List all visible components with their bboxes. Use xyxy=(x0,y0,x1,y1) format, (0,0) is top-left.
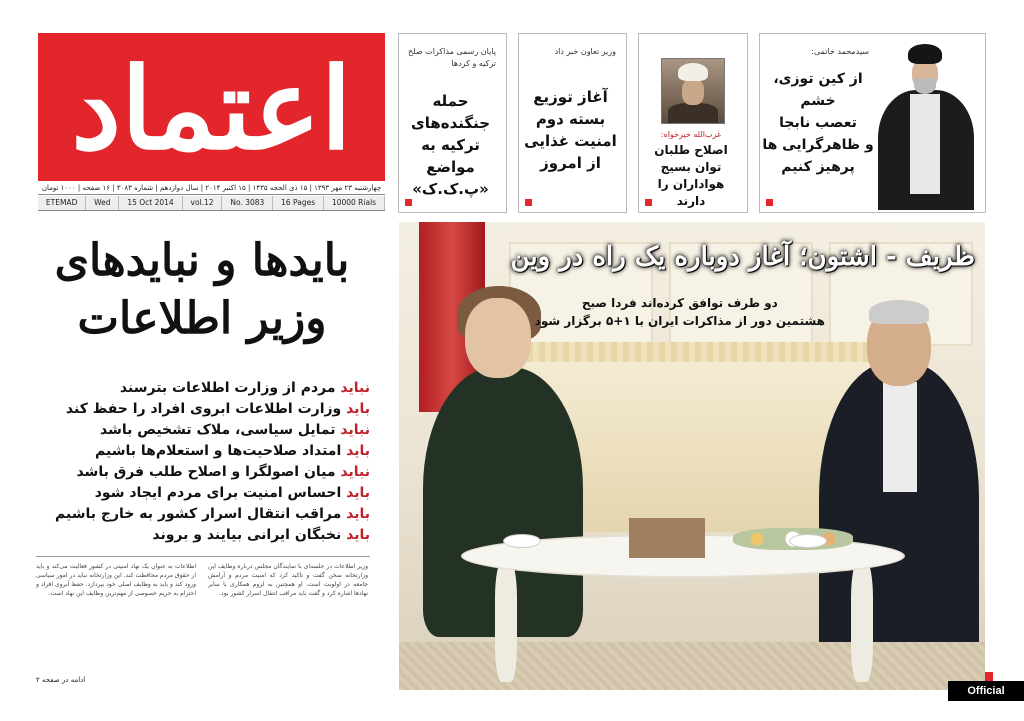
bullet-line: باید نخبگان ایرانی بیایند و بروند xyxy=(152,527,370,543)
teaser-kicker: سیدمحمد خاتمی: xyxy=(811,47,869,56)
table-leg xyxy=(495,562,517,682)
teaser-headline: از کین توزی، خشم تعصب نابجا و ظاهرگرایی ها پرهیز کنیم xyxy=(762,71,874,175)
teaser-kicker: پایان رسمی مذاکرات صلح ترکیه و کردها xyxy=(408,47,496,68)
bullet-line: باید احساس امنیت برای مردم ایجاد شود xyxy=(94,485,370,501)
bullet-line: باید مراقب انتقال اسرار کشور به خارج باشیم xyxy=(55,506,370,522)
page-ref-icon xyxy=(766,199,773,206)
carpet xyxy=(399,642,985,690)
zarif-hair xyxy=(869,300,929,324)
zarif-shirt xyxy=(883,382,917,492)
column-divider xyxy=(36,556,370,557)
khatami-photo xyxy=(870,38,985,210)
tissue-box xyxy=(629,518,705,558)
newspaper-logo: اعتماد xyxy=(71,44,352,175)
official-website-badge[interactable]: Official website xyxy=(948,681,1024,701)
latin-dateline xyxy=(38,196,385,211)
table-leg xyxy=(851,562,873,682)
teaser-headline: حمله جنگنده‌های ترکیه به مواضع «پ.ک.ک» xyxy=(410,92,491,198)
latin-price: 10000 Rials xyxy=(324,196,385,210)
bullet-line: باید امتداد صلاحیت‌ها و استعلام‌ها باشیم xyxy=(95,443,370,459)
latin-name: ETEMAD xyxy=(38,196,86,210)
teaser-turkey[interactable] xyxy=(398,33,507,213)
teaser-kicker: غرب‌الله خیرخواه: xyxy=(660,130,722,139)
continued-label[interactable]: ادامه در صفحه ۲ xyxy=(36,676,86,684)
latin-pages: 16 Pages xyxy=(273,196,324,210)
main-headline[interactable]: بایدها و نبایدهای وزیر اطلاعات xyxy=(54,235,350,344)
teaser-kicker: وزیر تعاون خبر داد xyxy=(554,47,616,56)
persian-dateline: چهارشنبه ۲۳ مهر ۱۳۹۳ | ۱۵ ذی الحجه ۱۴۳۵ | ۱۵ اکتبر ۲۰۱۴ | سال دوازدهم | شماره ۳۰۸۳ | ۱۶ صفحه | ۱۰۰۰ تومان xyxy=(38,183,385,195)
bullet-line: نباید مردم از وزارت اطلاعات بترسند xyxy=(119,380,370,396)
latin-issue: No. 3083 xyxy=(222,196,273,210)
teaser-khatami[interactable] xyxy=(759,33,986,213)
body-column-left: اطلاعات به عنوان یک نهاد امنیتی در کشور فعالیت می‌کند و باید از حقوق مردم محافظت کند. این وزارتخانه نباید در امور سیاسی ورود کند و باید به وظایف اصلی خود بپردازد. حفظ آبروی افراد و احترام به حریم خصوصی از مهم‌ترین وظایف این نهاد است. xyxy=(36,563,196,597)
latin-day: Wed xyxy=(86,196,119,210)
cup xyxy=(503,534,541,548)
page-ref-icon xyxy=(525,199,532,206)
latin-volume: vol.12 xyxy=(183,196,223,210)
ashton-face xyxy=(465,298,531,378)
body-column-right: وزیر اطلاعات در جلسه‌ای با نمایندگان مجلس درباره وظایف این وزارتخانه سخن گفت و تاکید کرد که امنیت مردم و آرامش جامعه در اولویت است. او همچنین به لزوم همکاری با سایر نهادها اشاره کرد و گفت باید مراقب انتقال اسرار کشور بود. xyxy=(208,563,368,597)
khayrkhah-photo xyxy=(661,58,725,124)
bullet-line: باید وزارت اطلاعات ابروی افراد را حفظ کند xyxy=(65,401,370,417)
page-ref-icon xyxy=(645,199,652,206)
teaser-headline: آغاز توزیع بسته دوم امنیت غذایی از امروز xyxy=(524,88,617,172)
photo-headline: ظریف - اشتون؛ آغاز دوباره یک راه در وین xyxy=(510,242,975,272)
page-ref-icon xyxy=(405,199,412,206)
bullet-line: نباید میان اصولگرا و اصلاح طلب فرق باشد xyxy=(76,464,370,480)
bullet-line: نباید تمایل سیاسی، ملاک تشخیص باشد xyxy=(100,422,370,438)
teaser-headline: اصلاح طلبان توان بسیج هواداران را دارند xyxy=(654,143,728,208)
photo-subhead: دو طرف توافق کرده‌اند فردا صبح هشتمین دور از مذاکرات ایران با ۱+۵ برگزار شود xyxy=(534,296,825,328)
teaser-food-package[interactable] xyxy=(518,33,627,213)
latin-date: 15 Oct 2014 xyxy=(119,196,182,210)
main-photo[interactable] xyxy=(399,222,985,690)
teaser-khayrkhah[interactable] xyxy=(638,33,748,213)
cup xyxy=(789,534,827,548)
main-bullets xyxy=(55,378,370,546)
